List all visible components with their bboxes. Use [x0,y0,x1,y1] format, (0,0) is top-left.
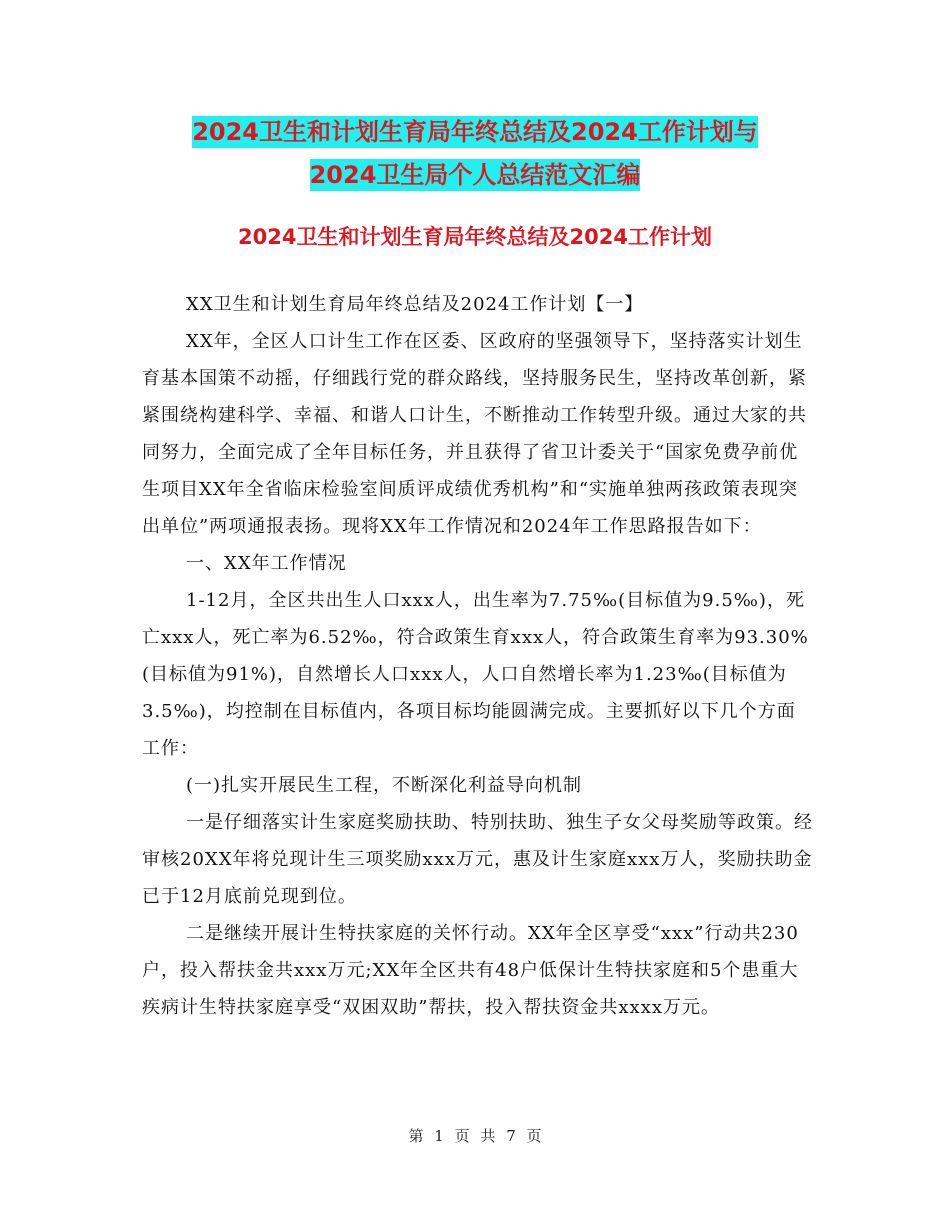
footer-di: 第 [408,1127,424,1145]
current-page-number: 1 [434,1127,444,1145]
footer-ye: 页 [454,1127,470,1145]
main-title-line-2: 2024卫生局个人总结范文汇编 [309,161,641,189]
footer-ye2: 页 [526,1127,542,1145]
body-text [142,286,814,1026]
paragraph: XX卫生和计划生育局年终总结及2024工作计划【一】 [186,294,644,315]
footer-gong: 共 [480,1127,496,1145]
paragraph: 二是继续开展计生特扶家庭的关怀行动。XX年全区享受“xxx”行动共230户，投入帮扶金共xxx万元;XX年全区共有48户低保计生特扶家庭和5个患重大疾病计生特扶家庭享受“双困双助”帮扶，投入帮扶资金共xxxx万元。 [142,923,799,1018]
paragraph: (一)扎实开展民生工程，不断深化利益导向机制 [186,775,583,796]
paragraph: XX年，全区人口计生工作在区委、区政府的坚强领导下，坚持落实计划生育基本国策不动摇，仔细践行党的群众路线，坚持服务民生，坚持改革创新，紧紧围绕构建科学、幸福、和谐人口计生，不断推动工作转型升级。通过大家的共同努力，全面完成了全年目标任务，并且获得了省卫计委关于“国家免费孕前优生项目XX年全省临床检验室间质评成绩优秀机构”和“实施单独两孩政策表现突出单位”两项通报表扬。现将XX年工作情况和2024年工作思路报告如下： [142,331,807,537]
paragraph: 一是仔细落实计生家庭奖励扶助、特别扶助、独生子女父母奖励等政策。经审核20XX年将兑现计生三项奖励xxx万元，惠及计生家庭xxx万人，奖励扶助金已于12月底前兑现到位。 [142,812,813,907]
section-title: 2024卫生和计划生育局年终总结及2024工作计划 [238,225,712,249]
page-footer [0,1125,950,1146]
main-title-line-1: 2024卫生和计划生育局年终总结及2024工作计划与 [192,118,758,146]
total-pages-number: 7 [506,1127,516,1145]
paragraph: 1-12月，全区共出生人口xxx人，出生率为7.75‰(目标值为9.5‰)，死亡xxx人，死亡率为6.52‰，符合政策生育xxx人，符合政策生育率为93.30%(目标值为91%)，自然增长人口xxx人，人口自然增长率为1.23‰(目标值为3.5‰)，均控制在目标值内，各项目标均能圆满完成。主要抓好以下几个方面工作： [142,590,809,759]
paragraph: 一、XX年工作情况 [186,553,347,574]
